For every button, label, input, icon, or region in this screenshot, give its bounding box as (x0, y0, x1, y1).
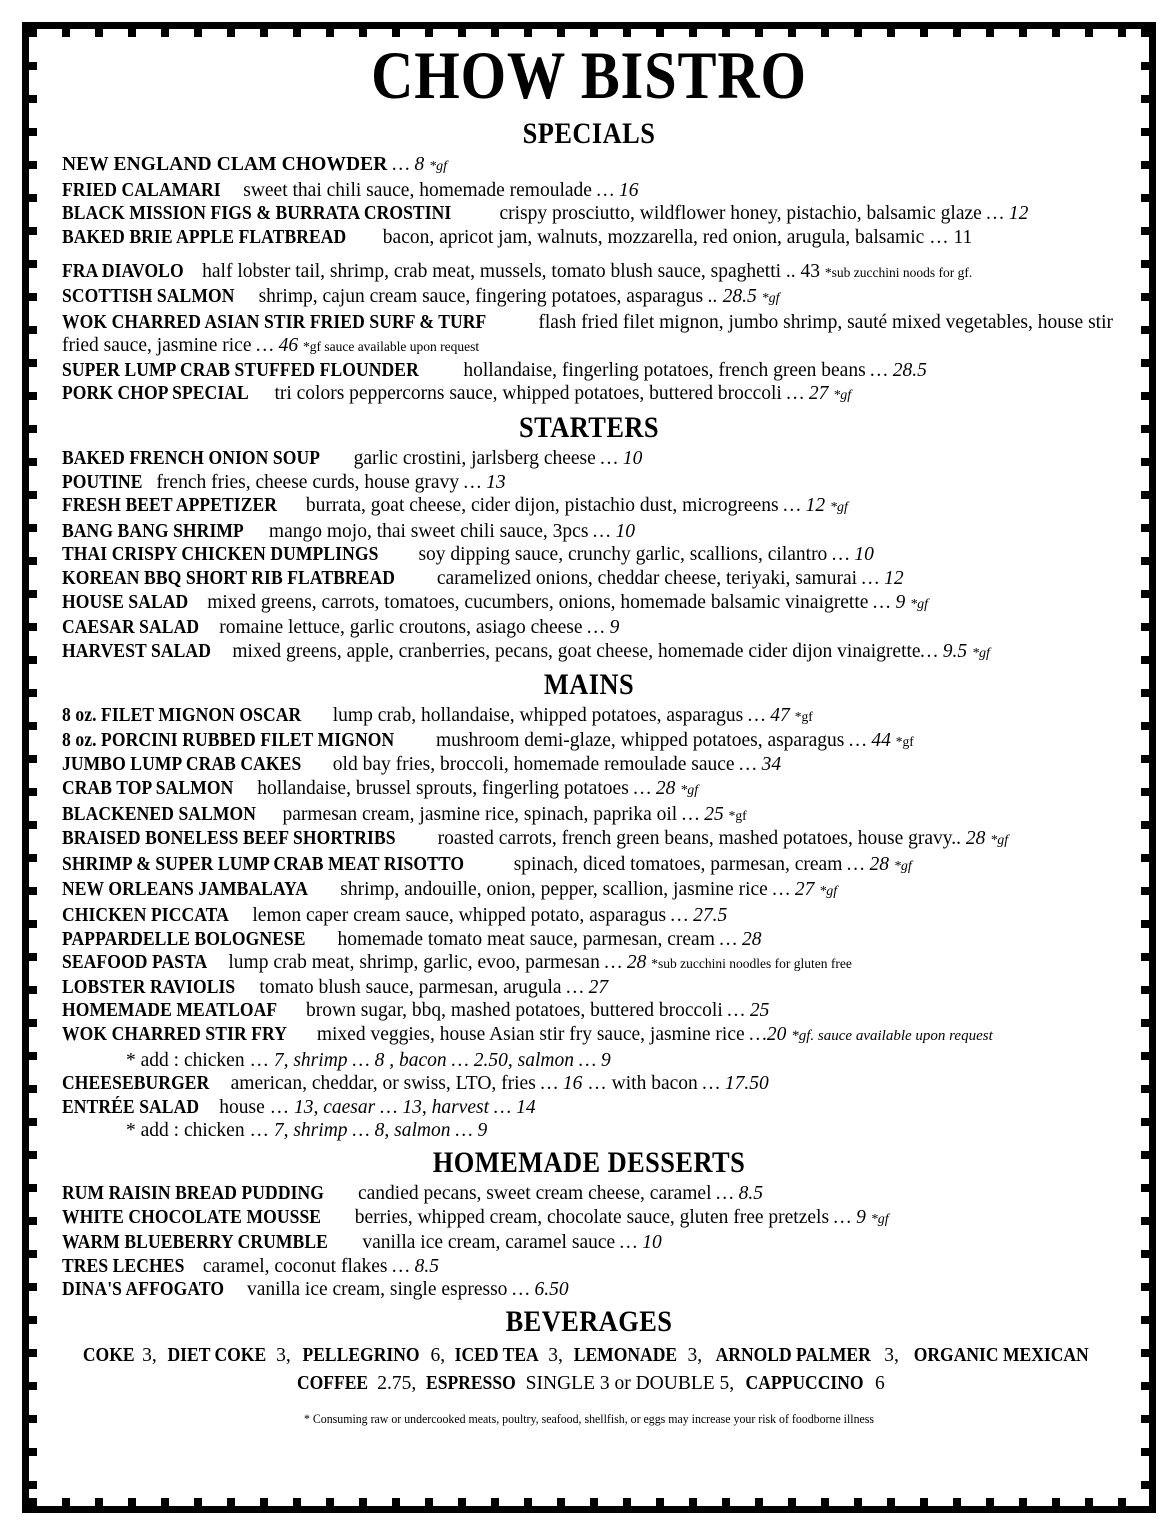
beverage-price: SINGLE 3 or DOUBLE 5, (525, 1372, 735, 1394)
menu-item-description: crispy prosciutto, wildflower honey, pistachio, balsamic glaze (499, 203, 982, 225)
menu-item-note: *sub zucchini noods for gf. (824, 265, 973, 281)
menu-item-description: mixed veggies, house Asian stir fry sauce, jasmine rice (316, 1024, 745, 1045)
menu-item (62, 179, 1130, 203)
menu-item-price: … 28.5 (870, 359, 927, 381)
menu-item-price: … 9 (587, 617, 620, 639)
gluten-free-marker: *gf (819, 884, 838, 900)
menu-item-price: 28 (965, 828, 986, 850)
menu-item (62, 520, 1130, 544)
menu-item-name: HOMEMADE MEATLOAF (62, 1000, 278, 1022)
menu-item-extra-price: … 17.50 (702, 1073, 769, 1095)
gluten-free-marker: *gf (972, 645, 990, 661)
beverage-name: CAPPUCCINO (745, 1372, 864, 1394)
menu-item-price: … 25 (727, 1000, 770, 1022)
menu-item-description: burrata, goat cheese, cider dijon, pistachio dust, microgreens (305, 495, 779, 517)
menu-item-price: … 6.50 (512, 1279, 569, 1301)
menu-item (62, 226, 1130, 250)
beverage-name: ESPRESSO (426, 1372, 516, 1394)
menu-item-price: … 9.5 (920, 640, 968, 662)
gluten-free-marker: *gf (830, 500, 848, 516)
menu-item-name: SEAFOOD PASTA (62, 952, 208, 974)
menu-item-name: FRESH BEET APPETIZER (62, 495, 278, 517)
menu-item-price: … 11 (929, 226, 973, 248)
gluten-free-marker: *gf (870, 1211, 889, 1227)
menu-item-description: mixed greens, carrots, tomatoes, cucumbers, onions, homemade balsamic vinaigrette (207, 591, 869, 613)
menu-item-description: vanilla ice cream, single espresso (246, 1279, 508, 1301)
menu-item-price: … 28 (604, 952, 647, 974)
menu-item-name: CHEESEBURGER (62, 1073, 210, 1095)
menu-item (62, 382, 1130, 408)
section-heading-desserts: HOMEMADE DESSERTS (432, 1145, 746, 1179)
beverage-price: 6, (430, 1344, 446, 1366)
menu-content (48, 36, 1130, 1427)
menu-section-specials (48, 116, 1130, 408)
add-ons-prices: 7, shrimp … 8, salmon … 9 (273, 1120, 488, 1142)
gluten-free-marker: *gf (429, 159, 448, 174)
gluten-free-marker: *gf (895, 733, 914, 749)
menu-item (62, 753, 1130, 777)
menu-item-name: PORK CHOP SPECIAL (62, 383, 249, 405)
menu-item-price: … 28 (847, 853, 889, 875)
menu-item-price: … 12 (861, 567, 904, 589)
menu-item (62, 1278, 1130, 1302)
beverage-price: 2.75, (377, 1372, 417, 1394)
menu-item-price: … 16 (540, 1073, 583, 1095)
menu-item-description: tomato blush sauce, parmesan, arugula (259, 976, 562, 998)
menu-item-price: .. 43 (785, 261, 821, 283)
menu-item (62, 447, 1130, 471)
menu-item-name: BAKED FRENCH ONION SOUP (62, 447, 321, 469)
menu-item-price: … 9 (833, 1206, 866, 1228)
border-right (1149, 22, 1156, 1513)
menu-item-price: … 25 (682, 803, 724, 825)
menu-item-description: lemon caper cream sauce, whipped potato, asparagus (252, 905, 667, 927)
menu-item (62, 640, 1130, 666)
section-heading-beverages: BEVERAGES (505, 1304, 673, 1338)
menu-item-description: lump crab, hollandaise, whipped potatoes, asparagus (332, 705, 744, 727)
menu-item-note: *sub zucchini noodles for gluten free (651, 956, 852, 972)
add-ons-line (48, 1119, 1130, 1143)
menu-item-description: homemade tomato meat sauce, parmesan, cream (337, 928, 715, 950)
menu-item-description: berries, whipped cream, chocolate sauce, gluten free pretzels (354, 1206, 830, 1228)
menu-item-name: NEW ENGLAND CLAM CHOWDER (62, 154, 388, 175)
beverage-line (48, 1369, 1130, 1397)
menu-item (62, 803, 1130, 828)
menu-item (62, 616, 1130, 640)
border-bottom (22, 1506, 1156, 1513)
add-ons-prefix: * add : chicken … (126, 1049, 274, 1071)
menu-item-name: DINA'S AFFOGATO (62, 1279, 225, 1301)
menu-item-price: … 12 (783, 495, 826, 517)
menu-item (62, 976, 1130, 1000)
menu-item-name: LOBSTER RAVIOLIS (62, 976, 236, 998)
menu-item-price: … 28 (633, 778, 676, 800)
menu-item-list (48, 260, 1130, 408)
menu-item-name: ENTRÉE SALAD (62, 1096, 200, 1118)
border-top (22, 22, 1156, 29)
beverage-name: ARNOLD PALMER (715, 1344, 871, 1366)
menu-item (62, 311, 1130, 359)
border-ticks-right (1141, 29, 1149, 1506)
menu-item-price: 13, caesar … 13, harvest … 14 (294, 1096, 536, 1118)
section-heading-specials: SPECIALS (522, 117, 656, 150)
beverage-price: 3, (548, 1344, 563, 1366)
menu-item (62, 1072, 1130, 1096)
gluten-free-marker: *gf (728, 807, 747, 823)
beverage-price: 3, (687, 1344, 703, 1366)
menu-item (62, 202, 1130, 226)
beverage-price: 3, (884, 1344, 899, 1366)
beverage-price: 6 (875, 1372, 885, 1394)
menu-item (62, 904, 1130, 928)
menu-item-price: … 12 (986, 203, 1029, 225)
beverage-name: COFFEE (297, 1372, 369, 1394)
menu-item-name: HARVEST SALAD (62, 640, 211, 662)
menu-item-price: … 13 (463, 471, 506, 493)
menu-item-description: hollandaise, fingerling potatoes, french green beans (463, 359, 866, 381)
menu-item-description: french fries, cheese curds, house gravy (156, 471, 460, 493)
allergen-disclaimer: * Consuming raw or undercooked meats, poultry, seafood, shellfish, or eggs may increase your risk of foodborne illness (303, 1411, 875, 1426)
menu-item (62, 928, 1130, 952)
menu-item-description: old bay fries, broccoli, homemade remoulade sauce (332, 754, 735, 776)
restaurant-title: CHOW BISTRO (371, 37, 807, 113)
beverage-line (48, 1341, 1130, 1369)
menu-item-name: CAESAR SALAD (62, 617, 200, 639)
menu-item-price: … 8.5 (716, 1182, 763, 1204)
menu-item-name: CRAB TOP SALMON (62, 778, 234, 800)
menu-item (62, 878, 1130, 904)
menu-sections (48, 116, 1130, 1427)
menu-item-list (48, 1182, 1130, 1302)
menu-item (62, 543, 1130, 567)
menu-item-name: PAPPARDELLE BOLOGNESE (62, 928, 306, 950)
menu-item-name: BLACKENED SALMON (62, 803, 257, 825)
menu-item-description: garlic crostini, jarlsberg cheese (353, 447, 596, 469)
menu-item-description: candied pecans, sweet cream cheese, caramel (358, 1182, 712, 1204)
menu-item-price: … 46 (256, 335, 299, 357)
menu-item-price: …20 (749, 1024, 787, 1045)
beverage-name: DIET COKE (167, 1344, 266, 1366)
menu-item-description: caramelized onions, cheddar cheese, teriyaki, samurai (436, 567, 858, 589)
menu-item-price: … 44 (849, 729, 891, 751)
menu-item-name: BLACK MISSION FIGS & BURRATA CROSTINI (62, 203, 452, 225)
menu-item-name: 8 oz. PORCINI RUBBED FILET MIGNON (62, 729, 395, 751)
menu-item-description: mixed greens, apple, cranberries, pecans, goat cheese, homemade cider dijon vinaigrette (232, 640, 921, 662)
menu-item-name: FRIED CALAMARI (62, 179, 221, 201)
menu-item-name: POUTINE (62, 471, 143, 493)
menu-item-name: WOK CHARRED ASIAN STIR FRIED SURF & TURF (62, 311, 487, 333)
menu-item-price: … 34 (739, 754, 782, 776)
menu-item (62, 471, 1130, 495)
menu-item-name: TRES LECHES (62, 1255, 185, 1277)
gluten-free-marker: *gf (794, 709, 813, 725)
beverage-name: PELLEGRINO (302, 1344, 420, 1366)
menu-item (62, 1096, 1130, 1120)
menu-item-extra: … with bacon (587, 1073, 698, 1095)
menu-item-name: RUM RAISIN BREAD PUDDING (62, 1182, 325, 1204)
gluten-free-marker: *gf (910, 596, 928, 612)
menu-item-description: tri colors peppercorns sauce, whipped potatoes, buttered broccoli (274, 383, 782, 405)
menu-item (62, 591, 1130, 617)
menu-item-name: CHICKEN PICCATA (62, 905, 229, 927)
add-ons-prices: 7, shrimp … 8 , bacon … 2.50, salmon … 9 (273, 1049, 611, 1071)
menu-item-list (48, 1072, 1130, 1119)
menu-item-description: mango mojo, thai sweet chili sauce, 3pcs (268, 520, 589, 542)
menu-item-name: 8 oz. FILET MIGNON OSCAR (62, 705, 302, 727)
menu-item (62, 260, 1130, 285)
menu-item-note: *gf sauce available upon request (302, 339, 480, 355)
menu-item-name: BANG BANG SHRIMP (62, 520, 244, 542)
add-ons-prefix: * add : chicken … (126, 1120, 274, 1142)
menu-item-price: … 9 (873, 591, 906, 613)
menu-item (62, 704, 1130, 729)
menu-item (62, 567, 1130, 591)
menu-item (62, 494, 1130, 520)
border-ticks-left (29, 29, 37, 1506)
gluten-free-marker: *gf (990, 833, 1009, 849)
menu-item-name: KOREAN BBQ SHORT RIB FLATBREAD (62, 567, 395, 589)
menu-item (62, 1206, 1130, 1232)
menu-item (62, 1231, 1130, 1255)
menu-item-name: HOUSE SALAD (62, 591, 189, 613)
beverage-price: 3, (142, 1344, 157, 1366)
menu-item (62, 1023, 1130, 1049)
menu-item-name: NEW ORLEANS JAMBALAYA (62, 879, 309, 901)
menu-item (62, 951, 1130, 976)
menu-item (62, 853, 1130, 879)
menu-item-price: … 10 (620, 1232, 662, 1254)
menu-item-description: shrimp, andouille, onion, pepper, scallion, jasmine rice (340, 879, 768, 901)
menu-item-description: half lobster tail, shrimp, crab meat, mussels, tomato blush sauce, spaghetti (202, 261, 782, 283)
menu-item-description: house … (219, 1096, 290, 1118)
menu-item-description: flash fried filet mignon, jumbo shrimp, sauté mixed vegetables, house stir fried sauce, jasmine rice (62, 311, 1113, 357)
menu-item-description: brown sugar, bbq, mashed potatoes, buttered broccoli (306, 1000, 723, 1022)
menu-item-description: mushroom demi-glaze, whipped potatoes, asparagus (436, 729, 845, 751)
menu-item-name: SHRIMP & SUPER LUMP CRAB MEAT RISOTTO (62, 853, 465, 875)
menu-item-price: … 27.5 (670, 905, 728, 927)
menu-item-name: SCOTTISH SALMON (62, 285, 235, 307)
menu-item-name: BAKED BRIE APPLE FLATBREAD (62, 226, 347, 248)
menu-item-price: … 10 (832, 544, 874, 566)
gluten-free-marker: *gf (761, 290, 780, 306)
beverage-name: LEMONADE (573, 1344, 677, 1366)
menu-item (62, 153, 1130, 179)
menu-item-name: WARM BLUEBERRY CRUMBLE (62, 1232, 328, 1254)
beverage-name: ORGANIC MEXICAN (913, 1344, 1089, 1366)
menu-item-description: roasted carrots, french green beans, mashed potatoes, house gravy.. (437, 828, 961, 850)
gluten-free-marker: *gf (893, 858, 912, 874)
menu-item-name: WOK CHARRED STIR FRY (62, 1024, 287, 1045)
menu-item-list (48, 704, 1130, 1048)
menu-item-price: … 27 (566, 976, 609, 998)
menu-item-description: lump crab meat, shrimp, garlic, evoo, parmesan (228, 952, 600, 974)
menu-item-description: hollandaise, brussel sprouts, fingerling potatoes (257, 778, 629, 800)
menu-item (62, 777, 1130, 803)
menu-item-name: SUPER LUMP CRAB STUFFED FLOUNDER (62, 359, 419, 381)
add-ons-line (48, 1049, 1130, 1073)
menu-item-list (48, 153, 1130, 249)
menu-item (62, 827, 1130, 853)
beverage-name: COKE (82, 1344, 135, 1366)
menu-section-desserts (48, 1145, 1130, 1302)
menu-item-description: vanilla ice cream, caramel sauce (362, 1232, 616, 1254)
menu-item-price: … 28 (719, 928, 762, 950)
menu-item (62, 1182, 1130, 1206)
menu-item-price: … 10 (600, 447, 643, 469)
menu-item-description: parmesan cream, jasmine rice, spinach, paprika oil (282, 803, 678, 825)
menu-item-description: sweet thai chili sauce, homemade remoulade (243, 179, 592, 201)
beverage-price: 3, (276, 1344, 291, 1366)
menu-item-name: WHITE CHOCOLATE MOUSSE (62, 1206, 322, 1228)
menu-item-price: … 27 (772, 879, 815, 901)
section-heading-mains: MAINS (543, 668, 635, 702)
menu-item-price: … 47 (748, 705, 790, 727)
menu-item-price: … 8.5 (392, 1255, 439, 1277)
menu-item-name: THAI CRISPY CHICKEN DUMPLINGS (62, 544, 379, 566)
gluten-free-marker: *gf (680, 783, 699, 799)
gluten-free-marker: *gf (833, 388, 852, 404)
menu-item-list (48, 447, 1130, 665)
menu-item-price: … 10 (593, 520, 636, 542)
menu-item-name: JUMBO LUMP CRAB CAKES (62, 754, 302, 776)
beverage-name: ICED TEA (454, 1344, 539, 1366)
menu-item-price: .. 28.5 (708, 285, 757, 307)
menu-item-price: … 16 (596, 179, 639, 201)
menu-section-starters (48, 410, 1130, 665)
menu-item-name: BRAISED BONELESS BEEF SHORTRIBS (62, 828, 396, 850)
menu-section-beverages (48, 1304, 1130, 1427)
border-left (22, 22, 29, 1513)
menu-item-description: caramel, coconut flakes (202, 1255, 388, 1277)
menu-item (62, 999, 1130, 1023)
menu-item-description: american, cheddar, or swiss, LTO, fries (230, 1073, 536, 1095)
section-heading-starters: STARTERS (518, 410, 660, 444)
menu-item-price: … 8 (392, 154, 425, 175)
border-ticks-bottom (29, 1498, 1149, 1506)
menu-item (62, 729, 1130, 754)
menu-section-mains (48, 667, 1130, 1143)
menu-item (62, 359, 1130, 383)
menu-item-note: *gf. sauce available upon request (791, 1028, 993, 1044)
menu-item-name: FRA DIAVOLO (62, 261, 184, 283)
menu-item-description: romaine lettuce, garlic croutons, asiago cheese (219, 617, 583, 639)
group-spacer (48, 249, 1130, 260)
menu-item-description: spinach, diced tomatoes, parmesan, cream (513, 853, 843, 875)
menu-item (62, 1255, 1130, 1279)
menu-item-description: shrimp, cajun cream sauce, fingering potatoes, asparagus (258, 285, 704, 307)
menu-item-description: bacon, apricot jam, walnuts, mozzarella, red onion, arugula, balsamic (382, 226, 925, 248)
menu-item-price: … 27 (786, 383, 829, 405)
menu-item (62, 285, 1130, 311)
menu-item-description: soy dipping sauce, crunchy garlic, scallions, cilantro (418, 544, 828, 566)
